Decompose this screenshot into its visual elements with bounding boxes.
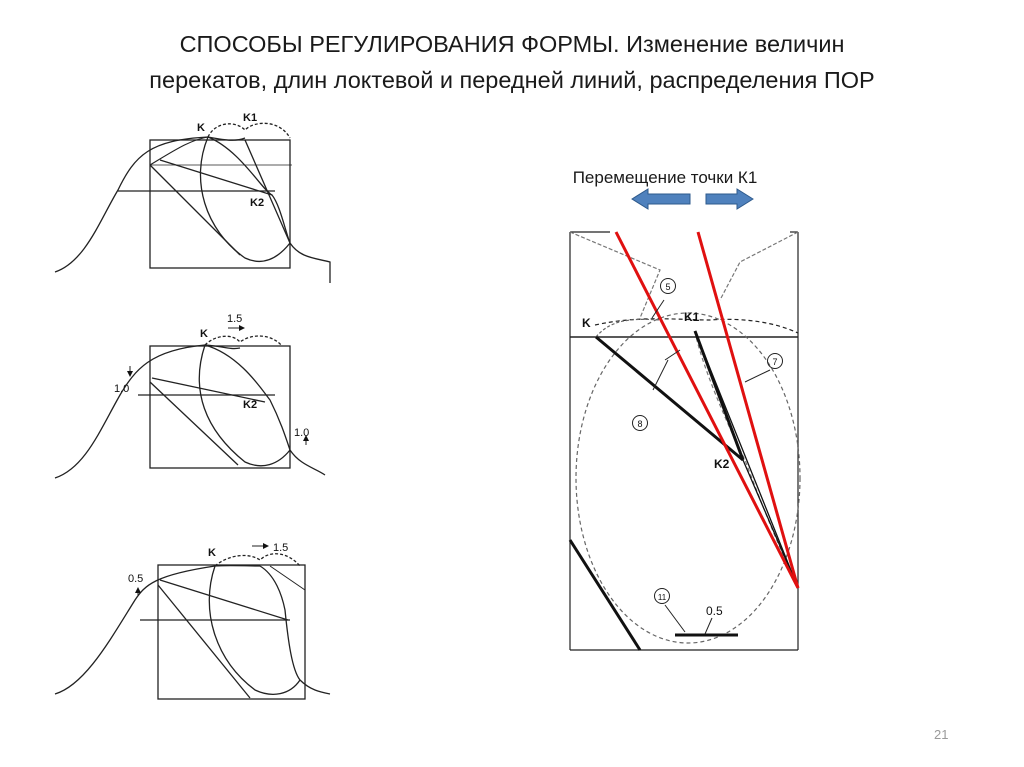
arrow-right-icon [706,189,753,209]
inner-curve-1 [150,137,208,165]
rp-label-11: 11 [657,593,667,602]
title-line-1: СПОСОБЫ РЕГУЛИРОВАНИЯ ФОРМЫ. Изменение величин [179,31,845,57]
red-line-2 [698,232,798,588]
rp-label-k2: K2 [714,457,730,471]
cap-right-curve-1 [208,137,330,283]
pattern-frame-2 [150,346,290,468]
underarm-curve-3 [209,566,300,694]
leader-11 [665,605,685,632]
p3-left-shift: 0.5 [128,573,144,585]
dashed-pattern-left [570,232,660,318]
k1-guide-3 [270,566,305,590]
arrow-left-icon [632,189,690,209]
rp-label-7: 7 [772,357,778,367]
p1-label-k2: K2 [250,197,265,209]
cap-right-curve-3 [260,566,330,694]
p2-right-shift: 1.0 [294,427,310,439]
rp-label-8: 8 [637,419,643,429]
dashed-arc-1 [208,123,290,138]
p2-label-k: K [200,328,208,340]
p3-top-shift: 1.5 [273,542,289,554]
sleeve-cap-diagram-3 [55,546,330,699]
p3-label-k: K [208,547,216,559]
rp-label-k1: K1 [684,310,700,324]
p1-label-k: K [197,122,205,134]
cap-right-curve-2 [205,345,325,475]
k1-bottom-line [695,331,798,588]
dashed-pattern-right [720,232,798,300]
p2-top-shift: 1.5 [227,313,243,325]
p1-label-k1: K1 [243,112,258,124]
pattern-frame-1 [150,140,290,268]
rp-label-5: 5 [665,282,671,292]
sleeve-cap-diagram-2 [55,328,325,478]
seam-line-3a [160,580,288,620]
dashed-arc-2 [205,336,282,346]
page-number: 21 [934,727,949,742]
leader-7 [745,370,770,382]
red-line-1 [616,232,798,588]
leader-8 [653,360,668,390]
title-line-2: перекатов, длин локтевой и передней линий, распределения ПОР [149,67,875,93]
k1-shift-arrows [632,189,753,209]
rp-label-k: K [582,316,591,330]
p2-label-k2: K2 [243,399,258,411]
lower-thick-line [570,540,640,650]
underarm-curve-1 [200,137,290,261]
seam-line-3b [158,585,250,698]
sleeve-cap-diagram-1 [55,123,330,283]
p2-left-shift: 1.0 [114,383,130,395]
dashed-arc-3 [215,554,300,566]
sleeve-cap-curve-2 [55,345,240,478]
rp-label-05: 0.5 [706,604,723,618]
pattern-frame-3 [158,565,305,699]
caption-k1-shift: Перемещение точки К1 [572,168,758,187]
sleeve-pattern-detail [570,232,800,650]
leader-05 [705,618,712,634]
